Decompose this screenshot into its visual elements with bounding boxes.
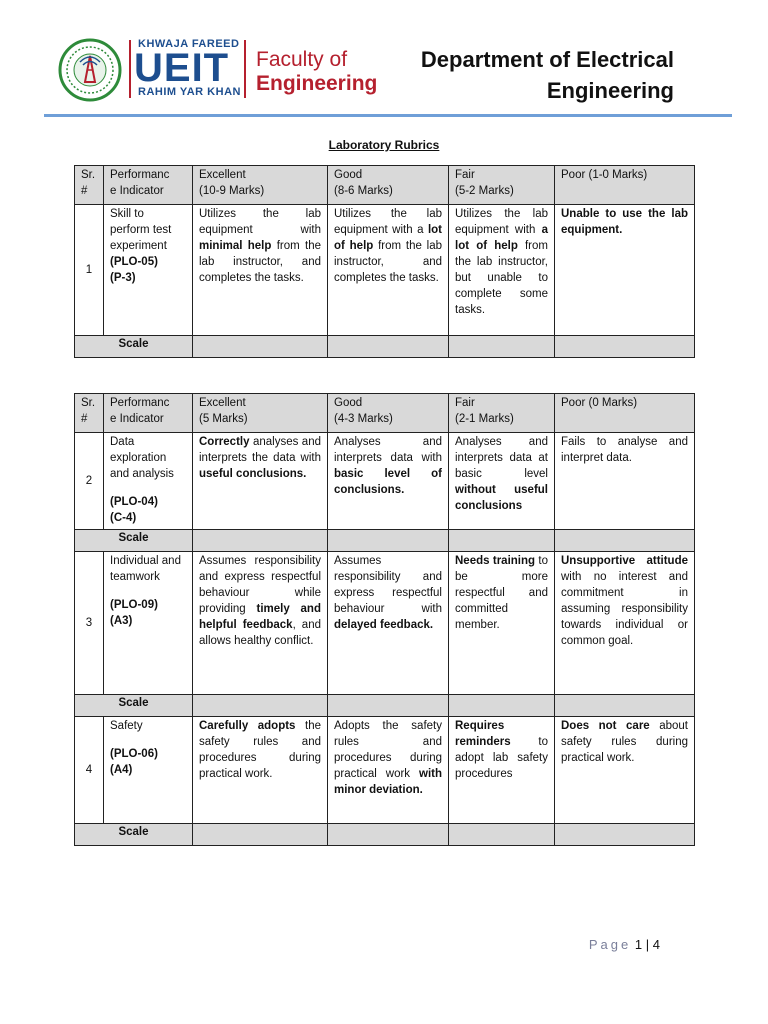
header-text: # [81,185,88,197]
university-seal-icon [58,38,122,102]
scale-label: Scale [75,336,193,358]
table-header-row [75,166,695,205]
header-fair [449,166,555,205]
scale-label: Scale [75,695,193,717]
header-text: Good [334,169,363,181]
cell-emphasis: a lot of help [455,224,548,252]
cell-emphasis: basic level of conclusions. [334,468,442,496]
poor-cell: Fails to analyse and interpret data. [555,433,695,530]
cell-text: Analyses and interprets data with [334,436,442,464]
scale-cell [193,336,328,358]
row-number: 4 [75,717,104,824]
domain-code: (C-4) [110,512,137,524]
cell-emphasis: minimal help [199,240,272,252]
scale-row [75,695,695,717]
cell-emphasis: without useful conclusions [455,484,548,512]
scale-row [75,336,695,358]
spacer [110,734,186,746]
header-text: (4-3 Marks) [334,413,393,425]
header-text: (8-6 Marks) [334,185,393,197]
scale-cell [555,695,695,717]
table-row [75,552,695,695]
cell-text: the safety rules and procedures during practical work. [199,720,322,780]
scale-row [75,530,695,552]
plo-code: (PLO-05) [110,256,158,268]
header-poor [555,166,695,205]
plo-code: (PLO-09) [110,599,158,611]
good-cell [328,717,449,824]
department-line-1: Department of Electrical [420,47,674,72]
scale-label: Scale [75,530,193,552]
header-text: # [81,413,88,425]
excellent-cell [193,552,328,695]
header-good [328,166,449,205]
indicator-text: Individual and teamwork [110,555,181,583]
fair-cell [449,433,555,530]
header-text: (5-2 Marks) [455,185,514,197]
indicator-cell [104,552,193,695]
header-sr [75,394,104,433]
poor-cell [555,717,695,824]
table-row [75,717,695,824]
header-indicator [104,166,193,205]
cell-emphasis: useful conclusions. [199,468,307,480]
scale-cell [328,530,449,552]
header-fair [449,394,555,433]
excellent-cell [193,433,328,530]
cell-text: from the lab instructor, but unable to complete some tasks. [455,240,548,316]
header-text: Fair [455,397,475,409]
cell-emphasis: Requires reminders [455,720,511,748]
cell-text: Assumes responsibility and express respectful behaviour with [334,555,442,615]
header-rule [44,114,732,117]
table-row [75,433,695,530]
scale-cell [193,530,328,552]
total-pages: 4 [652,937,660,952]
cell-emphasis: Correctly [199,436,250,448]
header-sr [75,166,104,205]
cell-text: to be more respectful and committed member. [455,555,548,631]
cell-text: about safety rules during practical work. [561,720,688,764]
header-text: e Indicator [110,413,164,425]
scale-cell [449,824,555,846]
indicator-cell [104,433,193,530]
scale-cell [449,695,555,717]
cell-emphasis: Unsupportive attitude [561,555,688,567]
indicator-text: Skill to perform test experiment [110,208,172,252]
header-text: Sr. [81,169,96,181]
indicator-cell [104,205,193,336]
scale-cell [555,824,695,846]
header-indicator [104,394,193,433]
brand-bottom-text: RAHIM YAR KHAN [138,86,241,98]
header-text: Sr. [81,397,96,409]
header-text: Good [334,397,363,409]
current-page: 1 [634,937,643,952]
cell-emphasis: Carefully adopts [199,720,296,732]
domain-code: (A3) [110,615,133,627]
good-cell [328,552,449,695]
poor-cell: Unable to use the lab equipment. [555,205,695,336]
scale-cell [449,530,555,552]
row-number: 2 [75,433,104,530]
page-number [589,937,660,952]
scale-row [75,824,695,846]
spacer [110,482,186,494]
header-text: Fair [455,169,475,181]
cell-text: from the lab instructor, and completes the tasks. [199,240,321,284]
cell-emphasis: delayed feedback. [334,619,434,631]
plo-code: (PLO-04) [110,496,158,508]
good-cell [328,433,449,530]
scale-cell [193,695,328,717]
brand-top-text: KHWAJA FAREED [138,38,240,50]
cell-emphasis: timely and helpful feedback [199,603,321,631]
cell-text: with no interest and commitment in assuming responsibility towards individual or common goal. [561,571,688,647]
header-good [328,394,449,433]
page-label: Page [588,937,632,952]
cell-emphasis: lot of help [334,224,442,252]
rubric-table-2 [74,393,695,846]
faculty-line-2: Engineering [256,72,378,95]
indicator-text: Data exploration and analysis [110,436,174,480]
header-text: Poor (1-0 Marks) [561,169,648,181]
cell-text: Utilizes the lab equipment with a [334,208,442,236]
cell-text: Utilizes the lab equipment with [455,208,548,236]
domain-code: (P-3) [110,272,136,284]
page-header [0,0,768,120]
header-text: Performanc [110,169,170,181]
brand-logo-text: UEIT [134,46,230,90]
header-text: (2-1 Marks) [455,413,514,425]
cell-emphasis: Does not care [561,720,650,732]
scale-cell [193,824,328,846]
scale-cell [328,695,449,717]
cell-text: Adopts the safety rules and procedures during practical work [334,720,442,780]
indicator-text: Safety [110,720,143,732]
header-excellent [193,166,328,205]
scale-label: Scale [75,824,193,846]
spacer [110,585,186,597]
header-text: Performanc [110,397,170,409]
domain-code: (A4) [110,764,133,776]
cell-text: from the lab instructor, and completes the tasks. [334,240,442,284]
brand-divider-2 [244,40,246,98]
cell-text: Assumes responsibility and express respectful behaviour while providing [199,555,321,615]
fair-cell [449,552,555,695]
rubric-table-1 [74,165,695,358]
header-text: (10-9 Marks) [199,185,265,197]
fair-cell [449,205,555,336]
brand-divider [129,40,131,98]
excellent-cell [193,717,328,824]
header-text: Excellent [199,169,246,181]
fair-cell [449,717,555,824]
cell-text: to adopt lab safety procedures [455,736,548,780]
department-line-2: Engineering [546,78,674,103]
scale-cell [555,530,695,552]
cell-text: , and allows healthy conflict. [199,619,321,647]
row-number: 3 [75,552,104,695]
cell-text: Analyses and interprets data at basic level [455,436,548,480]
good-cell [328,205,449,336]
cell-emphasis: Needs training [455,555,536,567]
scale-cell [328,336,449,358]
row-number: 1 [75,205,104,336]
rubrics-title: Laboratory Rubrics [328,138,440,152]
cell-text: Utilizes the lab equipment with [199,208,321,236]
cell-text: analyses and interprets the data with [199,436,321,464]
plo-code: (PLO-06) [110,748,158,760]
header-poor [555,394,695,433]
table-row [75,205,695,336]
header-text: Excellent [199,397,246,409]
scale-cell [449,336,555,358]
department-title [421,44,674,106]
faculty-line-1: Faculty of [256,48,348,71]
header-excellent [193,394,328,433]
indicator-cell [104,717,193,824]
page-separator: | [645,937,650,952]
scale-cell [328,824,449,846]
excellent-cell [193,205,328,336]
poor-cell [555,552,695,695]
header-text: (5 Marks) [199,413,248,425]
table-header-row [75,394,695,433]
header-text: e Indicator [110,185,164,197]
scale-cell [555,336,695,358]
cell-emphasis: with minor deviation. [334,768,442,796]
header-text: Poor (0 Marks) [561,397,638,409]
